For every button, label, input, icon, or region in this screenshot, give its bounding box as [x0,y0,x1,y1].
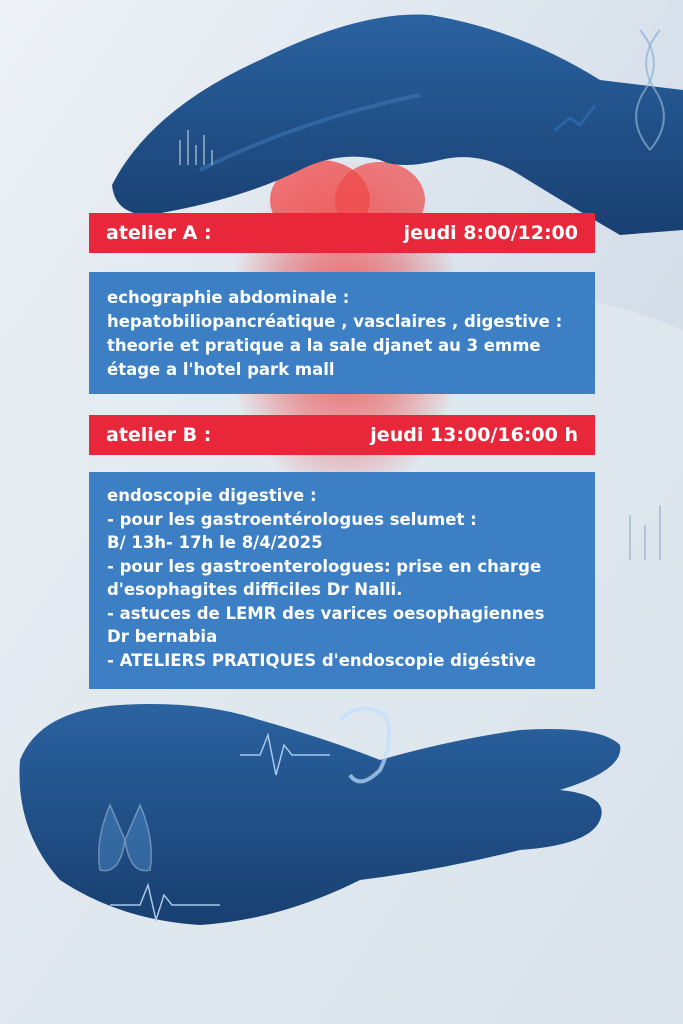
atelier-b-line: B/ 13h- 17h le 8/4/2025 [107,533,323,552]
atelier-b-description [89,472,595,689]
atelier-a-time: jeudi 8:00/12:00 [403,222,578,244]
atelier-a-line: hepatobiliopancréatique , vasclaires , digestive : [107,312,563,331]
atelier-b-time: jeudi 13:00/16:00 h [370,424,578,446]
atelier-b-line: - pour les gastroentérologues selumet : [107,509,477,529]
atelier-b-header [89,415,595,455]
atelier-b-line: Dr bernabia [107,627,218,646]
atelier-a-line: echographie abdominale : [107,288,350,307]
atelier-a-line: theorie et pratique a la sale djanet au 3 emme [107,336,541,355]
atelier-b-line: - pour les gastroenterologues: prise en charge [107,556,542,576]
atelier-b-line: endoscopie digestive : [107,486,317,505]
atelier-b-label: atelier B : [106,424,212,446]
atelier-b-line: - astuces de LEMR des varices oesophagiennes [107,603,545,623]
atelier-a-line: étage a l'hotel park mall [107,360,335,379]
atelier-a-header [89,213,595,253]
atelier-b-line: - ATELIERS PRATIQUES d'endoscopie digéstive [107,650,536,670]
atelier-a-description [89,272,595,394]
atelier-a-label: atelier A : [106,222,212,244]
atelier-b-line: d'esophagites difficiles Dr Nalli. [107,580,403,599]
